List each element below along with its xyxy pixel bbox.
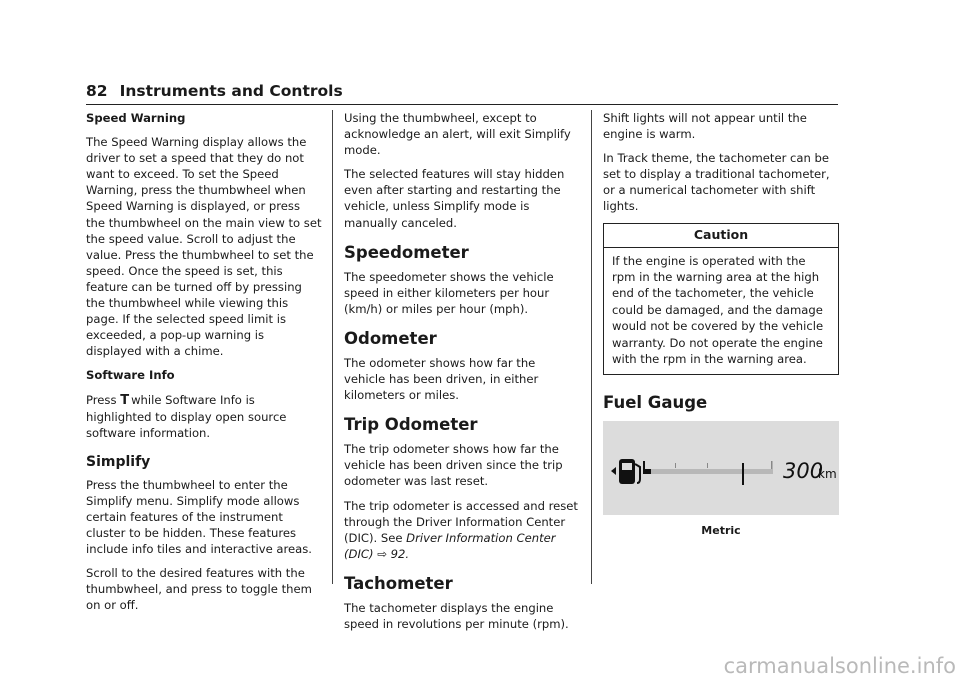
- caution-title: Caution: [604, 224, 838, 248]
- press-label: Press: [86, 392, 117, 407]
- trip-text-intro: The trip odometer is accessed and reset through the Driver Information Center (DIC). See: [344, 498, 578, 545]
- page-ref-icon: ⇨: [377, 546, 387, 561]
- column-1: [86, 110, 322, 622]
- gauge-empty-tick: [643, 461, 645, 474]
- software-info-desc: while Software Info is highlighted to display open source software information.: [86, 392, 287, 440]
- simplify-heading: Simplify: [86, 453, 151, 470]
- simplify-text-2: Scroll to the desired features with the thumbwheel, and press to toggle them on or off.: [86, 566, 312, 613]
- page-header: [86, 82, 838, 105]
- speed-warning-text: The Speed Warning display allows the driver to set a speed that they do not want to exceed. To set the Speed Warning, press the thumbwheel when Speed Warning is displayed, or press the thumbwheel on the main view to set the speed value. Scroll to adjust the value. Press the thumbwheel to set the speed. Once the speed is set, this feature can be turned off by pressing the thumbwheel while viewing this page. If the selected speed limit is exceeded, a pop-up warning is displayed with a chime.: [86, 135, 322, 359]
- caution-box: [603, 223, 839, 375]
- caution-text: If the engine is operated with the rpm in the warning area at the high end of the tachometer, the vehicle could be damaged, and the damage would not be covered by the vehicle warranty. Do not operate the engine with the rpm in the warning area.: [612, 253, 824, 367]
- fuel-gauge-caption: Metric: [701, 523, 741, 537]
- odometer-text: The odometer shows how far the vehicle has been driven, in either kilometers or miles.: [344, 355, 539, 403]
- speed-warning-heading: Speed Warning: [86, 111, 186, 125]
- simplify-persist-text: The selected features will stay hidden even after starting and restarting the vehicle, unless Simplify mode is manually canceled.: [344, 167, 565, 230]
- section-title: Instruments and Controls: [119, 82, 343, 100]
- tachometer-text: The tachometer displays the engine speed in revolutions per minute (rpm).: [344, 600, 569, 631]
- speedometer-text: The speedometer shows the vehicle speed in either kilometers per hour (km/h) or miles per hour (mph).: [344, 269, 554, 316]
- column-3: [603, 110, 839, 539]
- fuel-range-value: 300: [783, 458, 824, 483]
- simplify-text-1: Press the thumbwheel to enter the Simplify menu. Simplify mode allows certain features of the instrument cluster to be hidden. These features include info tiles and interactive areas.: [86, 477, 312, 557]
- trip-odometer-text-1: The trip odometer shows how far the vehicle has been driven since the trip odometer was last reset.: [344, 442, 563, 489]
- odometer-heading: Odometer: [344, 328, 437, 348]
- fuel-range-unit: km: [818, 466, 837, 481]
- gauge-half-tick: [707, 463, 708, 468]
- fuel-gauge-illustration: [603, 421, 839, 515]
- gauge-needle: [742, 463, 744, 485]
- watermark: carmanualsonline.info: [723, 654, 956, 678]
- fuel-gauge-heading: Fuel Gauge: [603, 392, 708, 412]
- track-theme-text: In Track theme, the tachometer can be set to display a traditional tachometer, or a numerical tachometer with shift lights.: [603, 151, 830, 214]
- trip-odometer-text-2: [344, 498, 580, 562]
- fuel-level-fill: [645, 469, 651, 474]
- simplify-exit-text: Using the thumbwheel, except to acknowledge an alert, will exit Simplify mode.: [344, 111, 571, 158]
- column-divider: [591, 110, 592, 584]
- column-divider: [332, 110, 333, 584]
- fuel-level-track: [651, 469, 773, 474]
- software-info-heading: Software Info: [86, 368, 175, 383]
- tachometer-heading: Tachometer: [344, 573, 453, 593]
- page-number: 82: [86, 82, 108, 100]
- fuel-pump-icon: [611, 459, 640, 484]
- column-2: [344, 110, 580, 640]
- thumbwheel-right-icon: T: [120, 392, 130, 408]
- dic-page-ref[interactable]: 92.: [390, 546, 410, 561]
- software-info-text: [86, 392, 322, 441]
- speedometer-heading: Speedometer: [344, 242, 469, 262]
- dic-link[interactable]: Driver Information Center (DIC): [344, 530, 556, 561]
- trip-odometer-heading: Trip Odometer: [344, 415, 478, 435]
- fuel-gauge-graphic: [603, 421, 839, 515]
- shift-lights-text: Shift lights will not appear until the engine is warm.: [603, 111, 807, 142]
- gauge-quarter-tick: [675, 463, 676, 468]
- gauge-full-tick: [771, 461, 773, 469]
